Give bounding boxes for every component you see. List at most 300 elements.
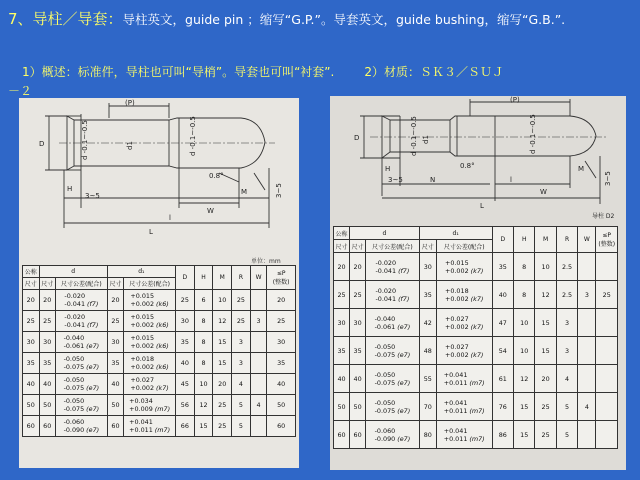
col-d: d [39,266,107,278]
fit-code: (k6) [156,300,169,308]
pin-w-label: W [207,207,214,215]
cell-nominal: 30 [23,332,40,353]
tol-upper: -0.050 [374,398,396,407]
fit-code: (f7) [398,294,410,303]
tol-upper: -0.050 [374,370,396,379]
tol-upper: -0.060 [63,418,85,426]
cell-d1-tolerance [436,309,492,337]
cell-d-size: 25 [350,281,366,309]
cell-d-size: 50 [39,395,56,416]
tol-lower: +0.002 [444,322,469,331]
cell-H: 8 [194,311,213,332]
pin-d-tol: d -0.1~-0.5 [81,120,89,160]
table-row [23,311,296,332]
tol-upper: -0.050 [374,342,396,351]
cell-W: 4 [578,393,596,421]
fit-code: (e7) [397,434,411,443]
cell-H: 12 [194,395,213,416]
fit-code: (m7) [469,378,485,387]
cell-nominal: 50 [23,395,40,416]
col-size: 尺寸 [23,278,40,290]
cell-M: 10 [535,253,556,281]
fit-code: (k7) [470,294,484,303]
col-W: W [250,266,267,290]
fit-code: (e7) [86,405,100,413]
cell-d-tolerance [366,393,420,421]
cell-D: 35 [492,253,513,281]
pin-l-small-label: l [169,214,171,222]
cell-d1-tolerance [124,290,176,311]
tol-upper: +0.027 [444,314,469,323]
tol-lower: -0.075 [63,405,85,413]
col-d-size: 尺寸 [39,278,56,290]
bush-h-label: H [385,165,391,173]
fit-code: (e7) [397,322,411,331]
fit-code: (k6) [156,342,169,350]
pin-3-5-label: 3~5 [85,192,100,200]
cell-D: 30 [175,311,194,332]
cell-d1-size: 80 [419,421,436,449]
fit-code: (e7) [397,350,411,359]
tol-lower: +0.011 [129,426,153,434]
tol-lower: -0.041 [375,266,397,275]
fit-code: (k7) [156,384,169,392]
col-d1-tol: 尺寸公差(配合) [124,278,176,290]
unit-note: 单位：mm [251,258,281,265]
cell-d1-tolerance [124,332,176,353]
cell-H: 12 [513,365,534,393]
cell-R: 5 [556,393,577,421]
tol-upper: +0.015 [130,313,155,321]
cell-d1-size: 35 [419,281,436,309]
cell-d1-tolerance [436,281,492,309]
fit-code: (m7) [469,406,485,415]
bcol-d1-tol: 尺寸公差(配合) [436,240,492,253]
tol-lower: -0.041 [64,300,86,308]
cell-d1-tolerance [436,365,492,393]
tol-lower: +0.002 [130,363,155,371]
cell-R: 3 [556,337,577,365]
cell-H: 10 [513,337,534,365]
cell-d-tolerance [56,374,108,395]
tol-lower: -0.075 [374,350,396,359]
cell-d1-tolerance [436,337,492,365]
tol-lower: -0.090 [63,426,85,434]
col-D: D [175,266,194,290]
cell-M: 12 [213,311,232,332]
cell-R: 25 [232,290,251,311]
cell-W: 3 [250,311,267,332]
cell-D: 40 [175,353,194,374]
bush-d-tol-2: d -0.1~-0.5 [529,114,537,154]
tol-lower: +0.011 [443,434,468,443]
tol-lower: +0.002 [444,294,469,303]
cell-d-size: 25 [39,311,56,332]
cell-W: 3 [578,281,596,309]
tol-upper: +0.027 [130,376,155,384]
cell-M: 15 [535,309,556,337]
cell-M: 25 [535,421,556,449]
tol-lower: +0.002 [130,342,155,350]
cell-nominal: 25 [334,281,350,309]
tol-upper: +0.041 [443,426,468,435]
cell-d1-size: 60 [107,416,124,437]
cell-nominal: 35 [23,353,40,374]
fit-code: (e7) [86,426,100,434]
cell-M: 15 [535,337,556,365]
cell-D: 76 [492,393,513,421]
cell-d1-tolerance [124,416,176,437]
fit-code: (m7) [154,405,171,413]
fit-code: (e7) [397,378,411,387]
table-row [334,253,618,281]
cell-d1-size: 20 [107,290,124,311]
pin-L-label: L [149,228,153,236]
cell-d1-size: 30 [107,332,124,353]
cell-d1-tolerance [436,253,492,281]
cell-d-tolerance [366,309,420,337]
bush-note: 导柱 D2 [592,213,615,220]
bush-d-label: D [354,134,360,142]
table-row [23,290,296,311]
tol-upper: -0.040 [374,314,396,323]
table-row [23,395,296,416]
cell-H: 10 [513,309,534,337]
bcol-d-tol: 尺寸公差(配合) [366,240,420,253]
cell-d1-size: 48 [419,337,436,365]
cell-P [596,393,618,421]
cell-nominal: 30 [334,309,350,337]
cell-d-tolerance [56,290,108,311]
guide-pin-panel [19,98,299,468]
pin-d-label: D [39,140,45,148]
cell-M: 20 [535,365,556,393]
tol-upper: +0.015 [130,334,155,342]
cell-W [578,365,596,393]
cell-nominal: 20 [23,290,40,311]
pin-h-label: H [67,185,73,193]
cell-D: 35 [175,332,194,353]
tol-lower: -0.075 [374,378,396,387]
col-nominal: 公称 [23,266,40,278]
cell-d1-size: 40 [107,374,124,395]
tol-lower: +0.009 [129,405,153,413]
tol-upper: +0.041 [443,398,468,407]
cell-W [578,253,596,281]
fit-code: (k7) [470,350,484,359]
cell-W [250,332,267,353]
bcol-d1-size: 尺寸 [419,240,436,253]
tol-upper: -0.050 [63,397,85,405]
material-text: 2）材质：ＳＫ３／ＳＵＪ [364,65,504,79]
bcol-d: d [350,227,420,240]
cell-H: 15 [513,393,534,421]
bcol-P: ≤P (整数) [596,227,618,253]
fit-code: (e7) [86,363,100,371]
fit-code: (e7) [397,406,411,415]
table-row [334,281,618,309]
tol-lower: -0.041 [64,321,86,329]
cell-nominal: 35 [334,337,350,365]
cell-P: 20 [267,290,296,311]
cell-M: 15 [213,353,232,374]
cell-D: 40 [492,281,513,309]
bush-m-label: M [578,165,585,173]
tol-lower: +0.011 [443,378,468,387]
title-lead: 7、导柱／导套： [8,10,123,28]
bcol-d-size: 尺寸 [350,240,366,253]
cell-D: 54 [492,337,513,365]
tol-upper: +0.018 [130,355,155,363]
cell-nominal: 40 [334,365,350,393]
table-row [334,337,618,365]
cell-P [596,309,618,337]
cell-H: 6 [194,290,213,311]
cell-d-tolerance [366,281,420,309]
cell-P: 35 [267,353,296,374]
bush-angle-label: 0.8° [460,162,475,170]
guide-bushing-drawing [330,96,626,221]
tol-upper: +0.041 [443,370,468,379]
cell-d1-tolerance [124,395,176,416]
cell-P: 30 [267,332,296,353]
cell-nominal: 50 [334,393,350,421]
cell-d-size: 30 [350,309,366,337]
cell-d-size: 60 [39,416,56,437]
bush-w-label: W [540,188,547,196]
tol-lower: +0.002 [444,266,469,275]
bcol-R: R [556,227,577,253]
tol-lower: -0.041 [375,294,397,303]
cell-nominal: 20 [334,253,350,281]
tol-lower: -0.061 [374,322,396,331]
cell-d1-size: 25 [107,311,124,332]
tol-upper: +0.018 [444,286,469,295]
tol-upper: +0.015 [130,292,155,300]
bcol-size: 尺寸 [334,240,350,253]
tol-upper: -0.050 [63,355,85,363]
cell-d-tolerance [366,253,420,281]
bush-p-label: (P) [510,96,520,104]
bush-L-label: L [480,202,484,210]
title-body: 导柱英文，guide pin ；缩写“G.P.”。导套英文，guide bushing，缩写“G.B.”. [122,12,566,27]
bcol-H: H [513,227,534,253]
bush-3-5-label: 3~5 [388,176,403,184]
bush-right-dim: 3~5 [604,171,612,186]
tol-lower: -0.090 [374,434,396,443]
cell-M: 25 [213,395,232,416]
cell-R: 5 [232,416,251,437]
fit-code: (f7) [87,300,99,308]
table-row [23,332,296,353]
tol-lower: +0.002 [130,384,155,392]
cell-H: 15 [194,416,213,437]
tol-upper: -0.060 [374,426,396,435]
col-P: ≤P (整数) [267,266,296,290]
cell-R: 3 [232,353,251,374]
fit-code: (k6) [156,321,169,329]
table-row [23,374,296,395]
col-d1-size: 尺寸 [107,278,124,290]
cell-d1-size: 30 [419,253,436,281]
bcol-M: M [535,227,556,253]
cell-P: 25 [267,311,296,332]
tol-upper: +0.015 [444,258,469,267]
cell-R: 4 [232,374,251,395]
cell-W [250,353,267,374]
cell-W [250,290,267,311]
tol-lower: -0.061 [63,342,85,350]
cell-D: 86 [492,421,513,449]
cell-P: 25 [596,281,618,309]
cell-d-tolerance [366,365,420,393]
cell-D: 56 [175,395,194,416]
cell-nominal: 40 [23,374,40,395]
tol-upper: -0.050 [63,376,85,384]
cell-R: 4 [556,365,577,393]
cell-d1-size: 55 [419,365,436,393]
overview-text: 1）概述：标准件，导柱也可叫“导梢”。导套也可叫“衬套”. [22,65,335,79]
cell-d-size: 20 [350,253,366,281]
tol-lower: -0.075 [374,406,396,415]
cell-d-tolerance [56,353,108,374]
cell-d-tolerance [56,311,108,332]
tol-lower: -0.075 [63,384,85,392]
overview-line [22,64,632,80]
tol-upper: +0.034 [129,397,153,405]
bcol-W: W [578,227,596,253]
fit-code: (k7) [470,322,484,331]
cell-d-size: 30 [39,332,56,353]
table-row [334,421,618,449]
cell-H: 8 [513,281,534,309]
fit-code: (k6) [156,363,169,371]
tol-upper: -0.020 [64,292,86,300]
cell-nominal: 25 [23,311,40,332]
cell-M: 25 [535,393,556,421]
table-row [23,416,296,437]
cell-D: 66 [175,416,194,437]
cell-P: 60 [267,416,296,437]
table-row [23,353,296,374]
cell-d1-size: 42 [419,309,436,337]
cell-D: 25 [175,290,194,311]
table-row [334,309,618,337]
cell-D: 61 [492,365,513,393]
col-R: R [232,266,251,290]
fit-code: (m7) [154,426,171,434]
bush-n-label: N [430,176,436,184]
cell-nominal: 60 [334,421,350,449]
pin-d1-label: d1 [126,141,134,150]
cell-d1-size: 35 [107,353,124,374]
pin-p-label: (P) [125,99,135,107]
pin-m-label: M [241,188,248,196]
cell-d1-size: 50 [107,395,124,416]
cell-M: 12 [535,281,556,309]
fit-code: (k7) [470,266,484,275]
page-title [8,10,636,29]
cell-D: 47 [492,309,513,337]
cell-R: 2.5 [556,281,577,309]
cell-M: 15 [213,332,232,353]
bush-l-small-label: l [510,176,512,184]
cell-H: 8 [194,353,213,374]
tol-lower: -0.075 [63,363,85,371]
cell-d-size: 35 [39,353,56,374]
cell-d1-tolerance [124,374,176,395]
cell-H: 8 [513,253,534,281]
cell-H: 10 [194,374,213,395]
cell-d-size: 20 [39,290,56,311]
cell-P [596,421,618,449]
pin-right-dim: 3~5 [275,183,283,198]
tol-upper: -0.020 [64,313,86,321]
guide-bushing-panel [330,96,626,470]
col-M: M [213,266,232,290]
table-row [334,393,618,421]
cell-R: 3 [232,332,251,353]
bush-d1-label: d1 [422,135,430,144]
cell-M: 25 [213,416,232,437]
cell-d1-tolerance [124,353,176,374]
cell-R: 2.5 [556,253,577,281]
cell-W [250,374,267,395]
fit-code: (e7) [86,342,100,350]
pin-d-mid-tol: d -0.1~-0.5 [189,116,197,156]
tol-upper: -0.020 [375,258,397,267]
cell-d-size: 50 [350,393,366,421]
table-row [334,365,618,393]
cell-M: 10 [213,290,232,311]
material-continuation: －２ [8,84,33,98]
cell-D: 45 [175,374,194,395]
cell-P: 40 [267,374,296,395]
cell-P: 50 [267,395,296,416]
cell-R: 5 [232,395,251,416]
tol-upper: -0.040 [63,334,85,342]
cell-R: 3 [556,309,577,337]
cell-W [578,337,596,365]
cell-W [250,416,267,437]
cell-d-size: 60 [350,421,366,449]
col-d-tol: 尺寸公差(配合) [56,278,108,290]
bcol-d1: d₁ [419,227,492,240]
col-d1: d₁ [107,266,175,278]
cell-d-tolerance [366,421,420,449]
tol-upper: -0.020 [375,286,397,295]
cell-R: 5 [556,421,577,449]
tol-upper: +0.041 [129,418,153,426]
cell-d1-tolerance [124,311,176,332]
pin-angle-label: 0.8° [209,172,224,180]
cell-nominal: 60 [23,416,40,437]
fit-code: (m7) [469,434,485,443]
cell-d1-tolerance [436,421,492,449]
bcol-nominal: 公称 [334,227,350,240]
cell-d1-size: 70 [419,393,436,421]
cell-d1-tolerance [436,393,492,421]
cell-d-tolerance [56,416,108,437]
cell-P [596,365,618,393]
cell-P [596,337,618,365]
tol-upper: +0.027 [444,342,469,351]
cell-P [596,253,618,281]
cell-W [578,309,596,337]
cell-R: 25 [232,311,251,332]
bush-d-tol: d -0.1~-0.5 [410,116,418,156]
guide-bushing-table [333,226,618,449]
